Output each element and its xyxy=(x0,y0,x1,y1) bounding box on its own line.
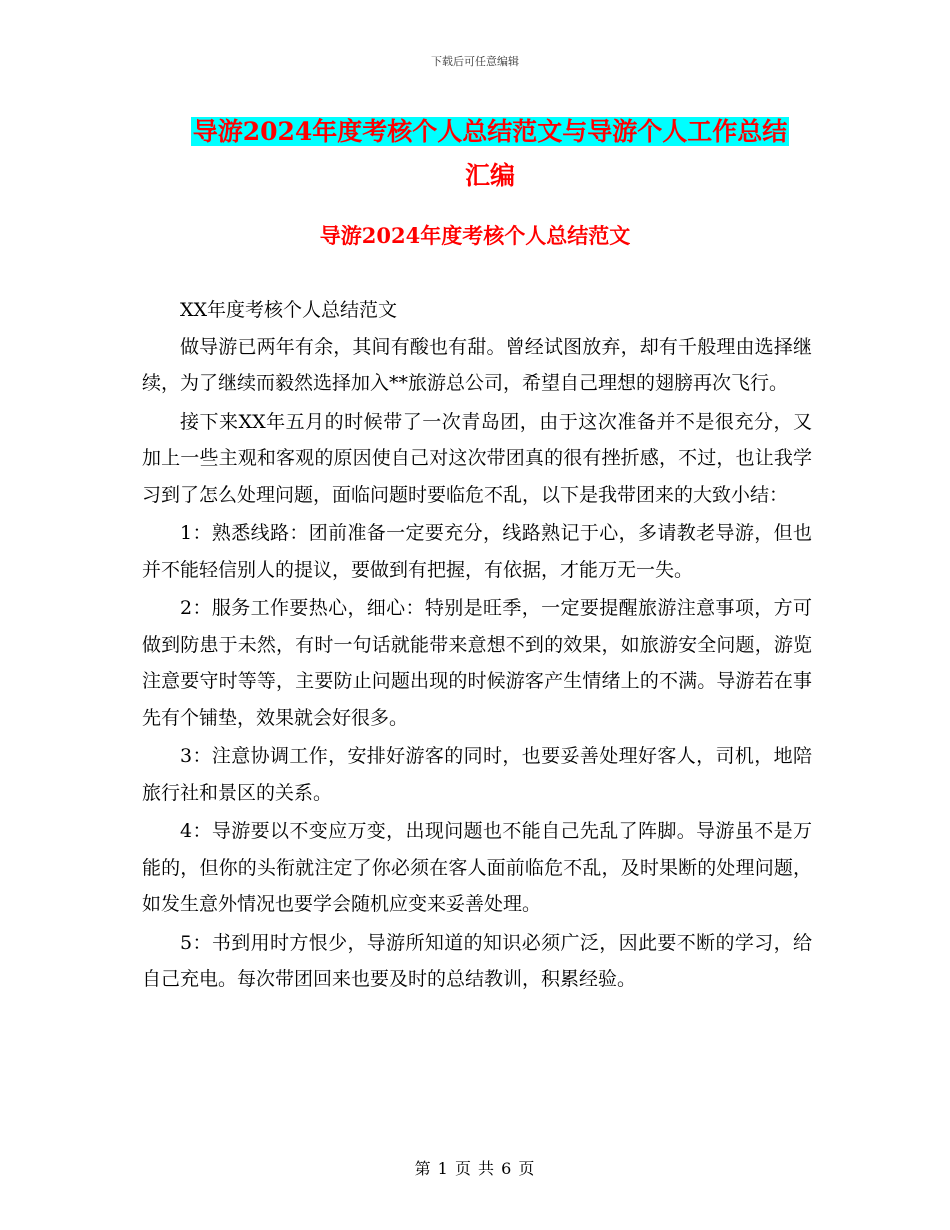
title-line-1: 导游2024年度考核个人总结范文与导游个人工作总结 xyxy=(192,117,788,146)
paragraph: 接下来XX年五月的时候带了一次青岛团，由于这次准备并不是很充分，又加上一些主观和客观的原因使自己对这次带团真的很有挫折感，不过，也让我学习到了怎么处理问题，面临问题时要临危不乱，以下是我带团来的大致小结： xyxy=(142,410,812,506)
document-body xyxy=(142,292,812,1000)
paragraph: XX年度考核个人总结范文 xyxy=(180,299,398,321)
paragraph: 4：导游要以不变应万变，出现问题也不能自己先乱了阵脚。导游虽不是万能的，但你的头衔就注定了你必须在客人面前临危不乱，及时果断的处理问题，如发生意外情况也要学会随机应变来妥善处理。 xyxy=(142,820,812,915)
header-note: 下载后可任意编辑 xyxy=(431,55,519,68)
paragraph: 3：注意协调工作，安排好游客的同时，也要妥善处理好客人，司机，地陪旅行社和景区的关系。 xyxy=(142,745,812,804)
title-line-2: 汇编 xyxy=(464,161,515,190)
paragraph: 2：服务工作要热心，细心：特别是旺季，一定要提醒旅游注意事项，方可做到防患于未然，有时一句话就能带来意想不到的效果，如旅游安全问题，游览注意要守时等等，主要防止问题出现的时候游客产生情绪上的不满。导游若在事先有个铺垫，效果就会好很多。 xyxy=(142,597,812,729)
paragraph: 5：书到用时方恨少，导游所知道的知识必须广泛，因此要不断的学习，给自己充电。每次带团回来也要及时的总结教训，积累经验。 xyxy=(142,931,812,990)
section-heading: 导游2024年度考核个人总结范文 xyxy=(319,223,631,248)
paragraph: 做导游已两年有余，其间有酸也有甜。曾经试图放弃，却有千般理由选择继续，为了继续而毅然选择加入**旅游总公司，希望自己理想的翅膀再次飞行。 xyxy=(142,335,812,394)
document-title xyxy=(140,110,840,198)
page-footer: 第 1 页 共 6 页 xyxy=(414,1159,536,1178)
paragraph: 1：熟悉线路：团前准备一定要充分，线路熟记于心，多请教老导游，但也并不能轻信别人的提议，要做到有把握，有依据，才能万无一失。 xyxy=(142,522,812,581)
